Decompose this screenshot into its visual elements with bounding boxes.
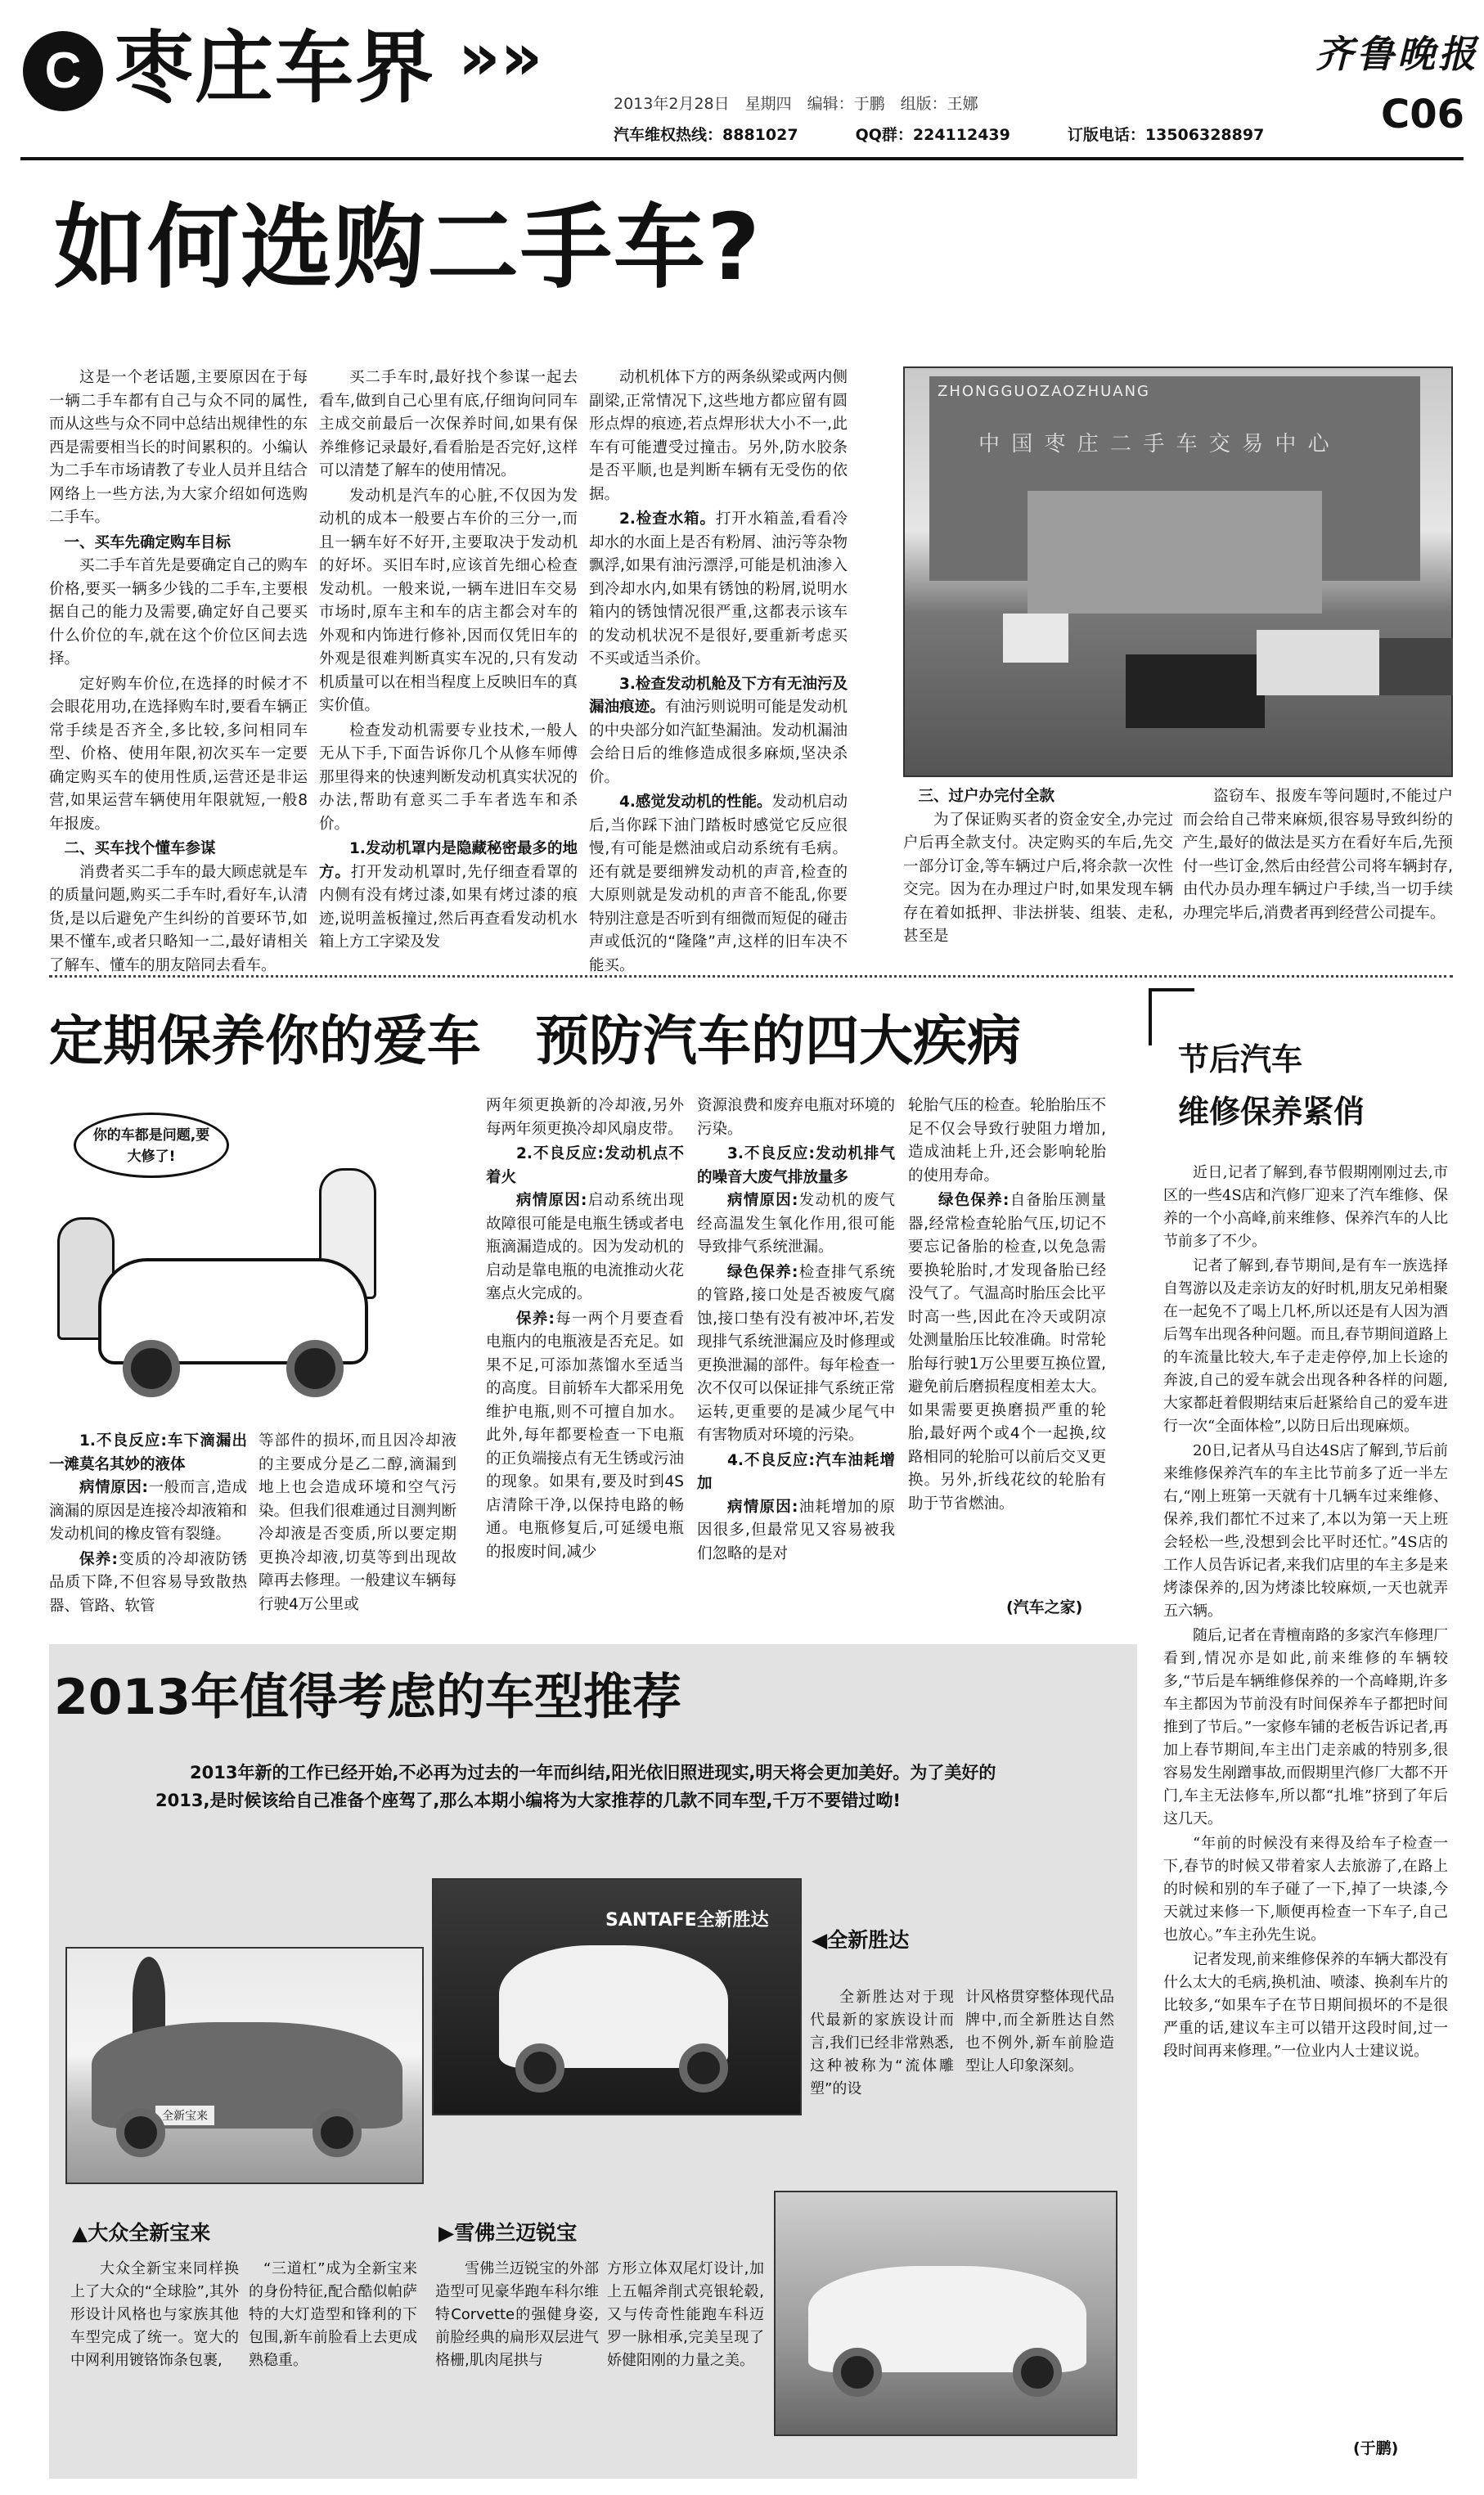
- lead-in: 病情原因:: [79, 1479, 148, 1496]
- sidebar-corner-top: [1149, 988, 1194, 991]
- paragraph: 记者了解到,春节期间,是有车一族选择自驾游以及走亲访友的好时机,朋友兄弟相聚在一起免不了喝上几杯,所以还是有人因为酒后驾车出现各种问题。而且,春节期间道路上的车流量比较大,车子走走停停,加上长途的奔波,自己的爱车就会出现各种各样的问题,大家都赶着假期结束后赶紧给自己的爱车进行一次“全面体检”,以防日后出现麻烦。: [1163, 1257, 1448, 1435]
- paragraph-text: 发动机的废气经高温发生氧化作用,很可能导致排气系统泄漏。: [697, 1192, 895, 1256]
- article2-col5-body: [908, 1095, 1106, 1516]
- article1-col2-body: [319, 366, 578, 955]
- wheel-icon: [123, 1340, 180, 1397]
- paragraph-text: 每一两个月要查看电瓶内的电瓶液是否充足。如果不足,可添加蒸馏水至适当的高度。目前轿车大都采用免维护电瓶,则不可擅自加水。此外,每年都要检查一下电瓶的正负端接点有无生锈或污油的现象。如果有,要及时到4S店清除干净,以保持电路的畅通。电瓶修复后,可延缓电瓶的报废时间,减少: [486, 1310, 684, 1561]
- paragraph: 这是一个老话题,主要原因在于每一辆二手车都有自己与众不同的属性,而从这些与众不同中总结出规律性的东西是需要相当长的时间累积的。小编认为二手车市场请教了专业人员并且结合网络上一些方法,为大家介绍如何选购二手车。: [49, 369, 308, 526]
- malibu-col1: 雪佛兰迈锐宝的外部造型可见豪华跑车科尔维特Corvette的强健身姿,前脸经典的扁形双层进气格栅,肌肉尾拱与: [435, 2260, 599, 2369]
- car-silhouette: [1257, 630, 1379, 695]
- article1-col1-body: [49, 366, 308, 978]
- article2-col1: [49, 1430, 247, 1630]
- article1-col5-body: [1183, 785, 1453, 925]
- building-sign-chinese: 中 国 枣 庄 二 手 车 交 易 中 心: [978, 432, 1332, 456]
- gate-opening: [1028, 491, 1322, 614]
- article1-headline: 如何选购二手车?: [54, 195, 762, 301]
- paragraph: 两年须更换新的冷却液,另外每两年须更换冷却风扇皮带。: [486, 1097, 684, 1138]
- paragraph: [486, 1308, 684, 1565]
- article1-col3: [589, 366, 848, 974]
- paragraph: 盗窃车、报废车等问题时,不能过户而会给自己带来麻烦,很容易导致纠纷的产生,最好的做法是买方在看好车后,先预付一些订金,然后由经营公司将车辆封存,由代办员办理车辆过户手续,当一切手续办理完毕后,消费者再到经营公司提车。: [1183, 788, 1453, 922]
- logo-letter: C: [44, 43, 82, 99]
- paragraph: [908, 1189, 1106, 1516]
- sidebar: [1149, 988, 1461, 2479]
- lead-in: 保养:: [79, 1550, 118, 1568]
- lead-in: 保养:: [516, 1310, 555, 1328]
- paragraph: 动机机体下方的两条纵梁或两内侧副梁,正常情况下,这些地方都应留有圆形点焊的痕迹,若点焊形状大小不一,此车有可能遭受过撞击。另外,防水胶条是否平顺,也是判断车辆有无受伤的依据。: [589, 369, 848, 503]
- subhead: 二、买车找个懂车参谋: [64, 840, 216, 857]
- paragraph: 轮胎气压的检查。轮胎胎压不足不仅会导致行驶阻力增加,造成油耗上升,还会影响轮胎的使用寿命。: [908, 1097, 1106, 1185]
- car-silhouette: [1126, 654, 1265, 728]
- paragraph: 随后,记者在青檀南路的多家汽车修理厂看到,情况亦是如此,前来维修的车辆较多,“节后是车辆维修保养的一个高峰期,许多车主都因为节前没有时间保养车子都把时间推到了节后。”一家修车铺的老板告诉记者,再加上春节期间,车主出门走亲戚的特别多,很容易发生剐蹭事故,而假期里汽修厂大都不开门,车主无法修车,所以都“扎堆”挤到了年后这几天。: [1163, 1627, 1448, 1827]
- malibu-col2: 方形立体双尾灯设计,加上五幅斧削式亮银轮毂,又与传奇性能跑车科迈罗一脉相承,完美呈现了娇健阳刚的力量之美。: [607, 2260, 764, 2369]
- bora-col2: “三道杠”成为全新宝来的身份特征,配合酷似帕萨特的大灯造型和锋利的下包围,新车前脸看上去更成熟稳重。: [249, 2260, 417, 2369]
- building-sign-latin: ZHONGGUOZAOZHUANG: [938, 383, 1151, 400]
- paragraph: “年前的时候没有来得及给车子检查一下,春节的时候又带着家人去旅游了,在路上的时候和别的车子碰了一下,掉了一块漆,今天就过来修一下,顺便再检查一下车子,自己也放心。”车主孙先生说。: [1163, 1835, 1448, 1944]
- subhead: 1.不良反应:车下滴漏出一滩莫名其妙的液体: [49, 1432, 247, 1473]
- article2-col3: [486, 1095, 684, 1630]
- article1-col2: [319, 366, 578, 964]
- wheel-icon: [116, 2108, 165, 2157]
- masthead: [0, 0, 1484, 164]
- subhead: 2.不良反应:发动机点不着火: [486, 1145, 684, 1186]
- article2-col2-body: [259, 1430, 456, 1616]
- section-title: 枣庄车界: [115, 22, 435, 114]
- paragraph: [486, 1189, 684, 1306]
- sidebar-corner-left: [1149, 988, 1152, 1045]
- hotline-label: 汽车维权热线：: [614, 126, 723, 144]
- page-number: C06: [1381, 92, 1465, 137]
- lead-in: 2.检查水箱。: [619, 510, 716, 528]
- paragraph-text: 一般而言,造成滴漏的原因是连接冷却液箱和发动机间的橡皮管有裂缝。: [49, 1479, 247, 1543]
- santafe-photo: [432, 1878, 802, 2115]
- paragraph: [319, 838, 578, 955]
- section-logo-icon: [23, 31, 103, 111]
- paragraph-text: 油耗增加的原因很多,但最常见又容易被我们忽略的是对: [697, 1498, 895, 1562]
- paragraph: 检查发动机需要专业技术,一般人无从下手,下面告诉你几个从修车师傅那里得来的快速判断发动机真实状况的办法,帮助有意买二手车者选车和杀价。: [319, 722, 578, 833]
- sidebar-headline: 节后汽车: [1178, 1041, 1303, 1077]
- paragraph: 等部件的损坏,而且因冷却液的主要成分是乙二醇,滴漏到地上也会造成环境和空气污染。但我们很难通过目测判断冷却液是否变质,所以要定期更换冷却液,切莫等到出现故障再去修理。一般建议车辆每行驶4万公里或: [259, 1432, 456, 1613]
- article2-source: (汽车之家): [1006, 1598, 1083, 1616]
- lead-in: 1.发动机罩内是隐藏秘密最多的地方。: [319, 840, 578, 881]
- santafe-brand-text: SANTAFE全新胜达: [605, 1910, 769, 1931]
- bora-plate: 全新宝来: [155, 2106, 214, 2125]
- paragraph: [589, 791, 848, 978]
- subhead: 4.不良反应:汽车油耗增加: [697, 1451, 895, 1492]
- masthead-rule: [20, 157, 1464, 160]
- paragraph: [589, 508, 848, 672]
- wheel-icon: [679, 2043, 728, 2093]
- paragraph: [697, 1189, 895, 1260]
- paragraph: [49, 1549, 247, 1619]
- paragraph: 发动机是汽车的心脏,不仅因为发动机的成本一般要占车价的三分一,而且一辆车好不好开,主要取决于发动机的好坏。买旧车时,应该首先细心检查发动机。一般来说,一辆车进旧车交易市场时,原车主和车的店主都会对车的外观和内饰进行修补,因而仅凭旧车的外观是很难判断真实车况的,只有发动机质量可以在相当程度上反映旧车的真实价值。: [319, 487, 578, 714]
- paragraph: 买二手车首先是要确定自己的购车价格,要买一辆多少钱的二手车,主要根据自己的能力及需要,确定好自己要买什么价位的车,就在这个价位区间去选择。: [49, 557, 308, 668]
- maintenance-cartoon: [49, 1095, 434, 1422]
- article2-col4: [697, 1095, 895, 1630]
- bora-photo: [65, 1947, 424, 2184]
- trading-center-photo: [903, 366, 1453, 777]
- subhead: 三、过户办完付全款: [918, 788, 1055, 805]
- paragraph: [49, 1477, 247, 1547]
- wheel-icon: [286, 1340, 344, 1397]
- date-line: 2013年2月28日 星期四 编辑：于鹏 组版：王娜: [614, 95, 978, 113]
- contact-line: [614, 123, 1264, 145]
- car-silhouette: [1379, 638, 1453, 695]
- article3-headline: 2013年值得考虑的车型推荐: [54, 1669, 681, 1726]
- paragraph: 买二手车时,最好找个参谋一起去看车,做到自己心里有底,仔细询问同车主成交前最后一次保养时间,如果有保养维修记录最好,看看胎是否完好,这样可以清楚了解车的使用情况。: [319, 369, 578, 479]
- article1-col3-body: [589, 366, 848, 978]
- paragraph: [697, 1496, 895, 1567]
- article1-col4-body: [903, 785, 1173, 949]
- wheel-icon: [515, 2043, 564, 2093]
- lead-in: 病情原因:: [516, 1192, 587, 1209]
- lead-in: 病情原因:: [727, 1498, 798, 1516]
- paragraph-text: 发动机启动后,当你踩下油门踏板时感觉它反应很慢,有可能是燃油或启动系统有毛病。还有就是要细辨发动机的声音,检查的大原则就是发动机的声音不能乱,你要特别注意是否听到有细微而短促的碰击声或低沉的“隆隆”声,这样的旧车决不能买。: [589, 793, 848, 974]
- paragraph: 消费者买二手车的最大顾虑就是车的质量问题,购买二手车时,看好车,认清货,是以后避免产生纠纷的首要环节,如果不懂车,或者只略知一二,最好请相关了解车、懂车的朋友陪同去看车。: [49, 863, 308, 974]
- paragraph: 近日,记者了解到,春节假期刚刚过去,市区的一些4S店和汽修厂迎来了汽车维修、保养的一个小高峰,前来维修、保养汽车的人比节前多了不少。: [1163, 1164, 1448, 1250]
- qq: 224112439: [912, 126, 1010, 144]
- paragraph-text: 变质的冷却液防锈品质下降,不但容易导致散热器、管路、软管: [49, 1550, 247, 1615]
- wheel-icon: [1013, 2348, 1062, 2397]
- santafe-title: ◀全新胜达: [812, 1928, 910, 1952]
- lead-in: 绿色保养:: [727, 1263, 798, 1281]
- malibu-title: ▶雪佛兰迈锐宝: [438, 2221, 578, 2245]
- article2-col5: [908, 1095, 1106, 1602]
- article2-col2: [259, 1430, 456, 1630]
- speech-bubble-text: 你的车都是问题,要大修了!: [92, 1127, 210, 1165]
- paragraph: 20日,记者从马自达4S店了解到,节后前来维修保养汽车的车主比节前多了近一半左右,“刚上班第一天就有十几辆车过来维修、保养,我们都忙不过来了,本以为第一天上班会轻松一些,没想到会比平时还忙。”4S店的工作人员告诉记者,来我们店里的车主多是来烤漆保养的,因为烤漆比较麻烦,一天也就弄五六辆。: [1163, 1442, 1448, 1620]
- paper-name: 齐鲁晚报: [1315, 32, 1479, 76]
- article2-col1-body: [49, 1430, 247, 1618]
- article2-col3-body: [486, 1095, 684, 1564]
- paragraph-text: 有油污则说明可能是发动机的中央部分如汽缸垫漏油。发动机漏油会给日后的维修造成很多麻烦,坚决杀价。: [589, 699, 848, 786]
- paragraph: 资源浪费和废弃电瓶对环境的污染。: [697, 1097, 895, 1138]
- sidebar-headline: 维修保养紧俏: [1178, 1094, 1365, 1130]
- santafe-col1: 全新胜达对于现代最新的家族设计而言,我们已经非常熟悉,这种被称为“流体雕塑”的设: [810, 1989, 954, 2097]
- paragraph-text: 启动系统出现故障很可能是电瓶生锈或者电瓶滴漏造成的。因为发动机的启动是靠电瓶的电流推动火花塞点火完成的。: [486, 1192, 684, 1302]
- article1-col1: [49, 366, 308, 974]
- paragraph: 定好购车价位,在选择的时候才不会眼花用功,在选择购车时,要看车辆正常手续是否齐全,多比较,多问相同车型、价格、使用年限,初次买车一定要确定购买车的使用性质,运营还是非运营,如果运营车辆使用年限就短,一般8年报废。: [49, 675, 308, 833]
- paragraph-text: 检查排气系统的管路,接口处是否被废气腐蚀,接口垫有没有被冲坏,若发现排气系统泄漏应及时修理或更换泄漏的部件。每年检查一次不仅可以保证排气系统正常运转,更重要的是减少尾气中有害物质对环境的污染。: [697, 1263, 895, 1444]
- lead-in: 3.检查发动机舱及下方有无油污及漏油痕迹。: [589, 675, 848, 716]
- hotline: 8881027: [722, 126, 798, 144]
- divider-dotted: [49, 975, 1453, 978]
- article1-col4: [903, 785, 1173, 964]
- lead-in: 病情原因:: [727, 1192, 798, 1209]
- wheel-icon: [313, 2108, 362, 2157]
- subhead: 一、买车先确定购车目标: [64, 533, 232, 551]
- paragraph-text: 自备胎压测量器,经常检查轮胎气压,切记不要忘记备胎的检查,以免急需要换轮胎时,才发现备胎已经没气了。气温高时胎压会比平时高一些,因此在冷天或阴凉处测量胎压比较准确。时常轮胎每行驶1万公里要互换位置,避免前后磨损程度相差太大。如果需要更换磨损严重的轮胎,最好两个或4个一起换,纹路相同的轮胎可以前后交叉更换。另外,折线花纹的轮胎有助于节省燃油。: [908, 1192, 1106, 1513]
- paragraph-text: 打开水箱盖,看看冷却水的水面上是否有粉屑、油污等杂物飘浮,如果有油污漂浮,可能是机油渗入到冷却水内,如果有锈蚀的粉屑,说明水箱内的锈蚀情况很严重,这都表示该车的发动机状况不是很好,要重新考虑买不买或适当杀价。: [589, 510, 848, 668]
- sidebar-byline: (于鹏): [1353, 2439, 1399, 2457]
- lead-in: 绿色保养:: [938, 1192, 1010, 1209]
- article1-col5: [1183, 785, 1453, 964]
- paragraph: 记者发现,前来维修保养的车辆大都没有什么太大的毛病,换机油、喷漆、换刹车片的比较多,“如果车子在节日期间损坏的不是很严重的话,建议车主可以错开这段时间,过一段时间再来修理。”一位业内人士建议说。: [1163, 1951, 1448, 2060]
- malibu-photo: [774, 2191, 1117, 2436]
- speech-bubble: [74, 1113, 229, 1178]
- paragraph: [589, 673, 848, 790]
- article2-headline: 定期保养你的爱车 预防汽车的四大疾病: [49, 1009, 1021, 1072]
- bora-col1: 大众全新宝来同样换上了大众的“全球脸”,其外形设计风格也与家族其他车型完成了统一。宽大的中网利用镀铬饰条包裹,: [70, 2260, 239, 2369]
- car-silhouette: [1003, 614, 1068, 663]
- santafe-col2: 计风格贯穿整体现代品牌中,而全新胜达自然也不例外,新车前脸造型让人印象深刻。: [965, 1989, 1114, 2075]
- section-arrows: »»: [458, 19, 543, 95]
- paragraph: 为了保证购买者的资金安全,办完过户后再全款支付。决定购买的车后,先交一部分订金,等车辆过户后,将余款一次性交完。因为在办理过户时,如果发现车辆存在着如抵押、非法拼装、组装、走私,甚至是: [903, 811, 1173, 945]
- sidebar-body: [1163, 1162, 1448, 2438]
- article2-col4-body: [697, 1095, 895, 1566]
- wheel-icon: [833, 2348, 882, 2397]
- sidebar-body-list: [1163, 1162, 1448, 2063]
- qq-label: QQ群：: [855, 126, 913, 144]
- subhead: 3.不良反应:发动机排气的噪音大废气排放量多: [697, 1145, 895, 1186]
- paragraph-text: 打开发动机罩时,先仔细查看罩的内侧有没有烤过漆,如果有烤过漆的痕迹,说明盖板撞过,然后再查看发动机水箱上方工字梁及发: [319, 863, 578, 951]
- article3-intro: 2013年新的工作已经开始,不必再为过去的一年而纠结,阳光依旧照进现实,明天将会更加美好。为了美好的2013,是时候该给自己准备个座驾了,那么本期小编将为大家推荐的几款不同车型,千万不要错过呦!: [155, 1763, 996, 1810]
- order-phone: 13506328897: [1144, 126, 1265, 144]
- paragraph: [697, 1261, 895, 1448]
- lead-in: 4.感觉发动机的性能。: [619, 793, 772, 811]
- order-label: 订版电话：: [1067, 126, 1145, 144]
- bora-title: ▲大众全新宝来: [72, 2221, 211, 2245]
